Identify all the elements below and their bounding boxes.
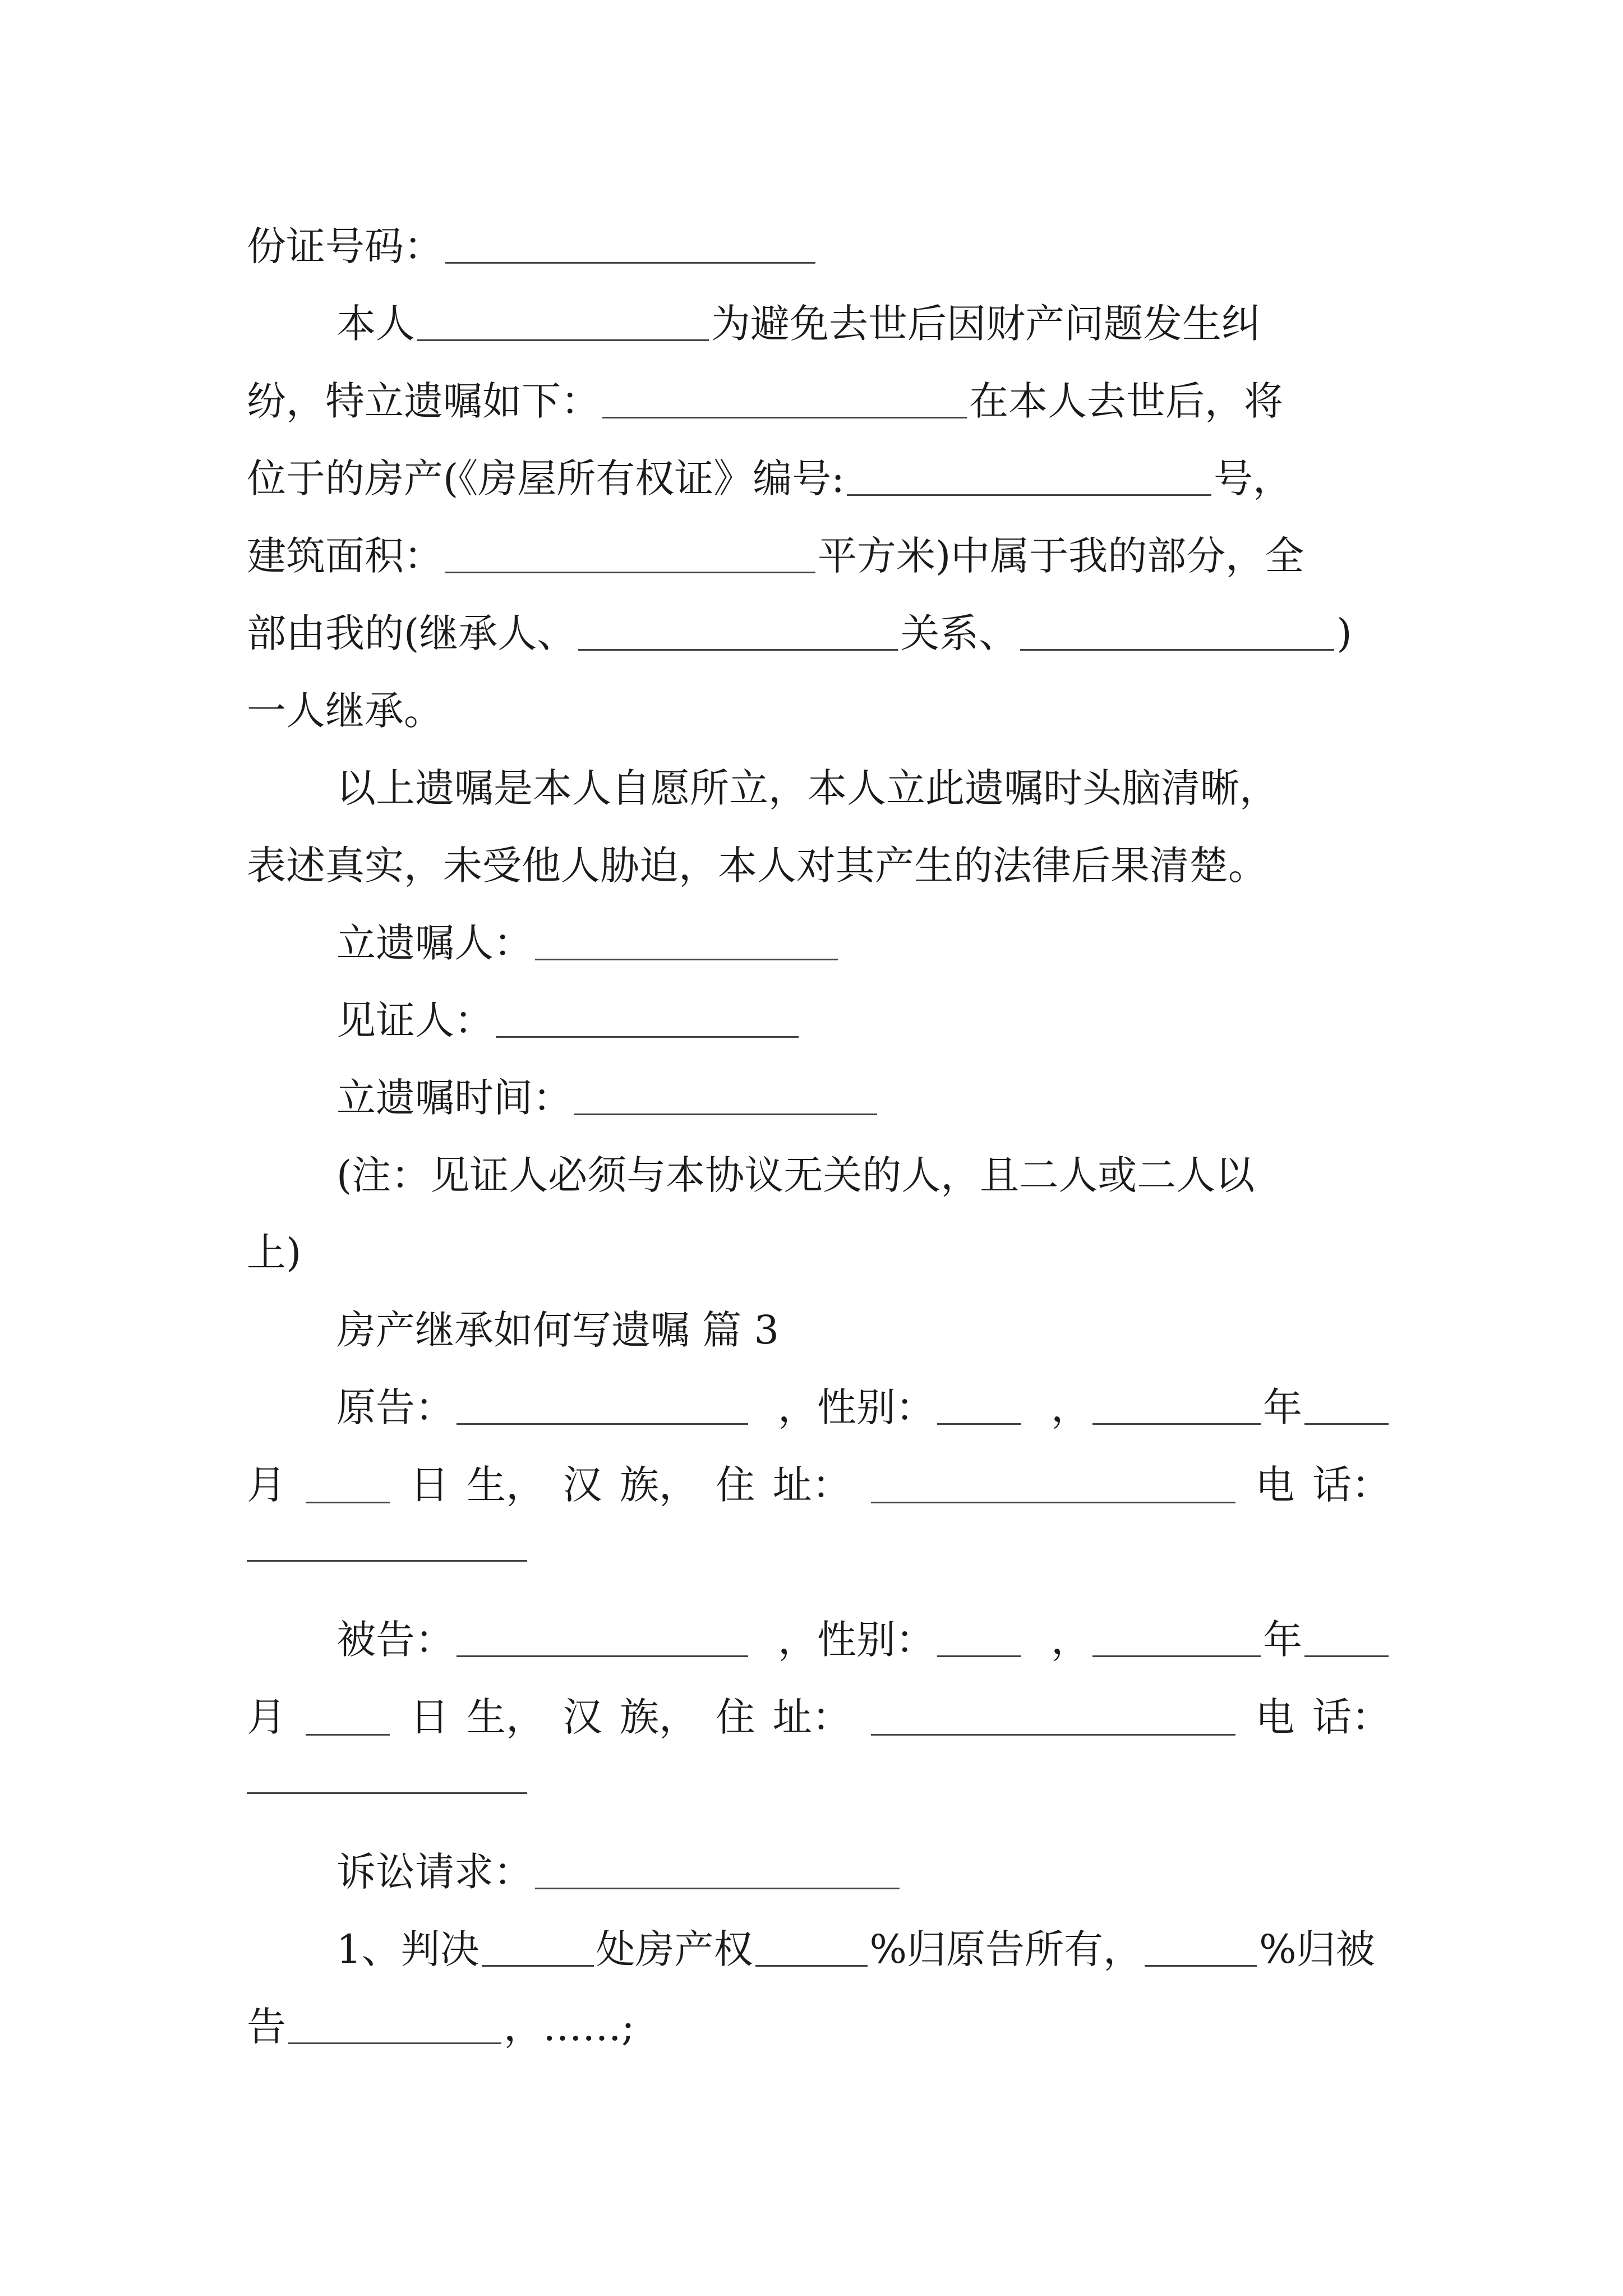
text: 生， bbox=[467, 1462, 546, 1508]
text: ，……; bbox=[504, 2004, 635, 2050]
text-line bbox=[247, 672, 1391, 749]
will-content-line bbox=[247, 362, 1391, 440]
note-line bbox=[247, 1214, 1391, 1291]
text: ， bbox=[1051, 1617, 1090, 1663]
defendant-line bbox=[336, 1601, 1391, 1678]
defendant-day-blank[interactable] bbox=[306, 1699, 390, 1736]
text: 生， bbox=[467, 1694, 546, 1740]
defendant-year-blank[interactable] bbox=[1092, 1620, 1261, 1657]
witness-line bbox=[336, 982, 1391, 1059]
text: 见证人： bbox=[336, 997, 494, 1043]
text: ， bbox=[1051, 1384, 1090, 1430]
text: 上) bbox=[247, 1230, 302, 1276]
id-number-line bbox=[247, 208, 1391, 285]
text: 在本人去世后，将 bbox=[969, 378, 1283, 424]
plaintiff-year-blank[interactable] bbox=[1092, 1388, 1261, 1425]
heir-line bbox=[247, 595, 1391, 672]
text-line bbox=[336, 749, 1391, 827]
text: 一人继承。 bbox=[247, 688, 443, 734]
text: ) bbox=[1336, 610, 1352, 656]
text: 关系、 bbox=[900, 610, 1018, 656]
section-heading bbox=[336, 1291, 1391, 1369]
will-content-blank[interactable] bbox=[602, 381, 967, 418]
text: 址： bbox=[772, 1462, 851, 1508]
section-title: 房产继承如何写遗嘱 篇 3 bbox=[336, 1307, 780, 1353]
text: 原告： bbox=[336, 1384, 454, 1430]
property-cert-blank[interactable] bbox=[847, 459, 1211, 496]
text-line bbox=[247, 827, 1391, 904]
text: 告 bbox=[247, 2004, 286, 2050]
text: 号， bbox=[1213, 455, 1292, 501]
heir-relation-blank[interactable] bbox=[1020, 614, 1334, 651]
text: (注：见证人必须与本协议无关的人，且二人或二人以 bbox=[336, 1152, 1255, 1198]
text: 位于的房产(《房屋所有权证》编号: bbox=[247, 455, 845, 501]
text: 年 bbox=[1263, 1617, 1302, 1663]
defendant-share-blank[interactable] bbox=[1145, 1930, 1257, 1967]
defendant-month-blank[interactable] bbox=[1304, 1620, 1389, 1657]
text: 份证号码： bbox=[247, 223, 443, 269]
text: 部由我的(继承人、 bbox=[247, 610, 577, 656]
claims-line bbox=[336, 1833, 1391, 1911]
plaintiff-name-blank[interactable] bbox=[457, 1388, 748, 1425]
testator-name-line bbox=[336, 285, 1391, 362]
plaintiff-detail-line bbox=[247, 1446, 1391, 1524]
text: ，性别： bbox=[778, 1384, 935, 1430]
plaintiff-day-blank[interactable] bbox=[306, 1466, 390, 1503]
claim-item-line bbox=[336, 1911, 1391, 1988]
plaintiff-phone-blank[interactable] bbox=[247, 1559, 527, 1562]
plaintiff-share-blank[interactable] bbox=[755, 1930, 868, 1967]
text: %归被 bbox=[1259, 1926, 1375, 1972]
text: 年 bbox=[1263, 1384, 1302, 1430]
text: 住 bbox=[716, 1694, 755, 1740]
text: 址： bbox=[772, 1694, 851, 1740]
id-number-blank[interactable] bbox=[445, 227, 815, 264]
text: 汉 bbox=[562, 1694, 602, 1740]
text: 日 bbox=[409, 1462, 449, 1508]
text: 为避免去世后因财产问题发生纠 bbox=[711, 301, 1261, 347]
text: 诉讼请求： bbox=[336, 1849, 533, 1895]
text: 立遗嘱人： bbox=[336, 920, 533, 966]
defendant-detail-line bbox=[247, 1678, 1391, 1756]
plaintiff-gender-blank[interactable] bbox=[937, 1388, 1021, 1425]
defendant-gender-blank[interactable] bbox=[937, 1620, 1021, 1657]
text: 1、判决 bbox=[336, 1926, 479, 1972]
plaintiff-address-blank[interactable] bbox=[871, 1466, 1235, 1503]
testator-name-blank[interactable] bbox=[417, 304, 709, 341]
text: 电 bbox=[1255, 1462, 1295, 1508]
building-area-line bbox=[247, 517, 1391, 595]
claim-item-line bbox=[247, 1988, 1391, 2065]
text: 平方米)中属于我的部分，全 bbox=[818, 533, 1304, 579]
text: 话： bbox=[1312, 1694, 1391, 1740]
will-date-line bbox=[336, 1059, 1391, 1137]
testator-sign-blank[interactable] bbox=[535, 923, 838, 960]
property-cert-line bbox=[247, 440, 1391, 517]
defendant-phone-blank[interactable] bbox=[247, 1792, 527, 1794]
text: 建筑面积： bbox=[247, 533, 443, 579]
property-location-blank[interactable] bbox=[482, 1930, 594, 1967]
heir-name-blank[interactable] bbox=[578, 614, 898, 651]
text: ，性别： bbox=[778, 1617, 935, 1663]
text: 纷，特立遗嘱如下： bbox=[247, 378, 600, 424]
text: 话： bbox=[1312, 1462, 1391, 1508]
building-area-blank[interactable] bbox=[445, 536, 815, 573]
text: 被告： bbox=[336, 1617, 454, 1663]
text: 族， bbox=[619, 1694, 698, 1740]
defendant-address-blank[interactable] bbox=[871, 1699, 1235, 1736]
text: 月 bbox=[247, 1694, 286, 1740]
will-date-blank[interactable] bbox=[574, 1078, 877, 1115]
note-line bbox=[336, 1137, 1391, 1214]
text: 表述真实，未受他人胁迫，本人对其产生的法律后果清楚。 bbox=[247, 843, 1267, 889]
text: 月 bbox=[247, 1462, 286, 1508]
text: 汉 bbox=[562, 1462, 602, 1508]
plaintiff-month-blank[interactable] bbox=[1304, 1388, 1389, 1425]
text: 电 bbox=[1255, 1694, 1295, 1740]
defendant-claim-blank[interactable] bbox=[288, 2007, 501, 2044]
text: 立遗嘱时间： bbox=[336, 1075, 572, 1121]
plaintiff-line bbox=[336, 1369, 1391, 1446]
witness-blank[interactable] bbox=[496, 1001, 799, 1038]
text: 住 bbox=[716, 1462, 755, 1508]
testator-sign-line bbox=[336, 904, 1391, 982]
defendant-name-blank[interactable] bbox=[457, 1620, 748, 1657]
text: 日 bbox=[409, 1694, 449, 1740]
claims-blank[interactable] bbox=[535, 1852, 900, 1889]
text: 以上遗嘱是本人自愿所立，本人立此遗嘱时头脑清晰， bbox=[336, 765, 1279, 811]
text: 族， bbox=[619, 1462, 698, 1508]
text: 本人 bbox=[336, 301, 415, 347]
text: %归原告所有， bbox=[869, 1926, 1143, 1972]
text: 处房产权 bbox=[596, 1926, 753, 1972]
